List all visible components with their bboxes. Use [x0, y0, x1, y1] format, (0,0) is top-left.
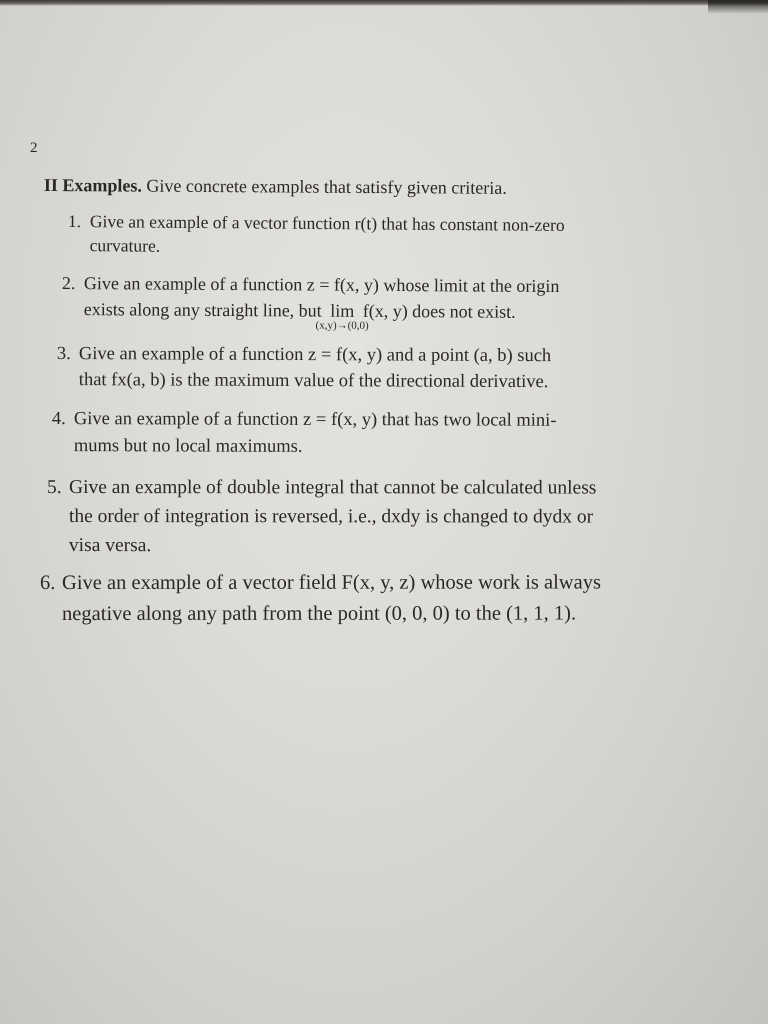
- example-item-2: [61, 270, 560, 332]
- example-item-4: [52, 406, 557, 462]
- page-number: 2: [30, 140, 38, 156]
- item-line: the order of integration is reversed, i.e., dxdy is changed to dydx or: [68, 506, 594, 528]
- item-line: that fx(a, b) is the maximum value of the directional derivative.: [78, 370, 549, 393]
- item-number: 4.: [51, 408, 66, 430]
- item-line: Give an example of a vector field F(x, y, z) whose work is always: [62, 571, 601, 594]
- section-instructions: Give concrete examples that satisfy given criteria.: [146, 175, 507, 198]
- item-line: Give an example of a vector function r(t) that has constant non-zero: [89, 211, 565, 235]
- item-line: Give an example of a function z = f(x, y) whose limit at the origin: [83, 273, 560, 297]
- item-line: curvature.: [89, 235, 161, 256]
- item-line: visa versa.: [68, 535, 152, 557]
- example-item-3: [57, 341, 551, 395]
- item-line: negative along any path from the point (0, 0, 0) to the (1, 1, 1).: [62, 602, 577, 625]
- limit-word: lim: [330, 300, 355, 321]
- item-number: 6.: [40, 571, 56, 594]
- section-label: II Examples.: [43, 175, 143, 196]
- item-line: exists along any straight line, but lim (x,y)→(0,0) f(x, y) does not exist.: [83, 299, 516, 332]
- example-item-1: [68, 209, 565, 261]
- item-line: Give an example of double integral that cannot be calculated unless: [68, 477, 597, 499]
- section-heading: [44, 175, 507, 199]
- item-number: 5.: [46, 477, 62, 499]
- item-number: 1.: [67, 210, 82, 232]
- item-line: mums but no local maximums.: [73, 436, 303, 457]
- item-line: Give an example of a function z = f(x, y) and a point (a, b) such: [78, 344, 552, 367]
- limit-subscript: (x,y)→(0,0): [315, 319, 369, 332]
- page-corner-shadow: [708, 0, 768, 14]
- example-item-6: [40, 568, 601, 630]
- limit-expression: [315, 298, 369, 332]
- item-number: 3.: [56, 343, 71, 365]
- page-top-edge: [0, 0, 768, 6]
- item-line: Give an example of a function z = f(x, y) that has two local mini-: [73, 409, 557, 431]
- item-number: 2.: [61, 272, 76, 294]
- example-item-5: [47, 473, 596, 560]
